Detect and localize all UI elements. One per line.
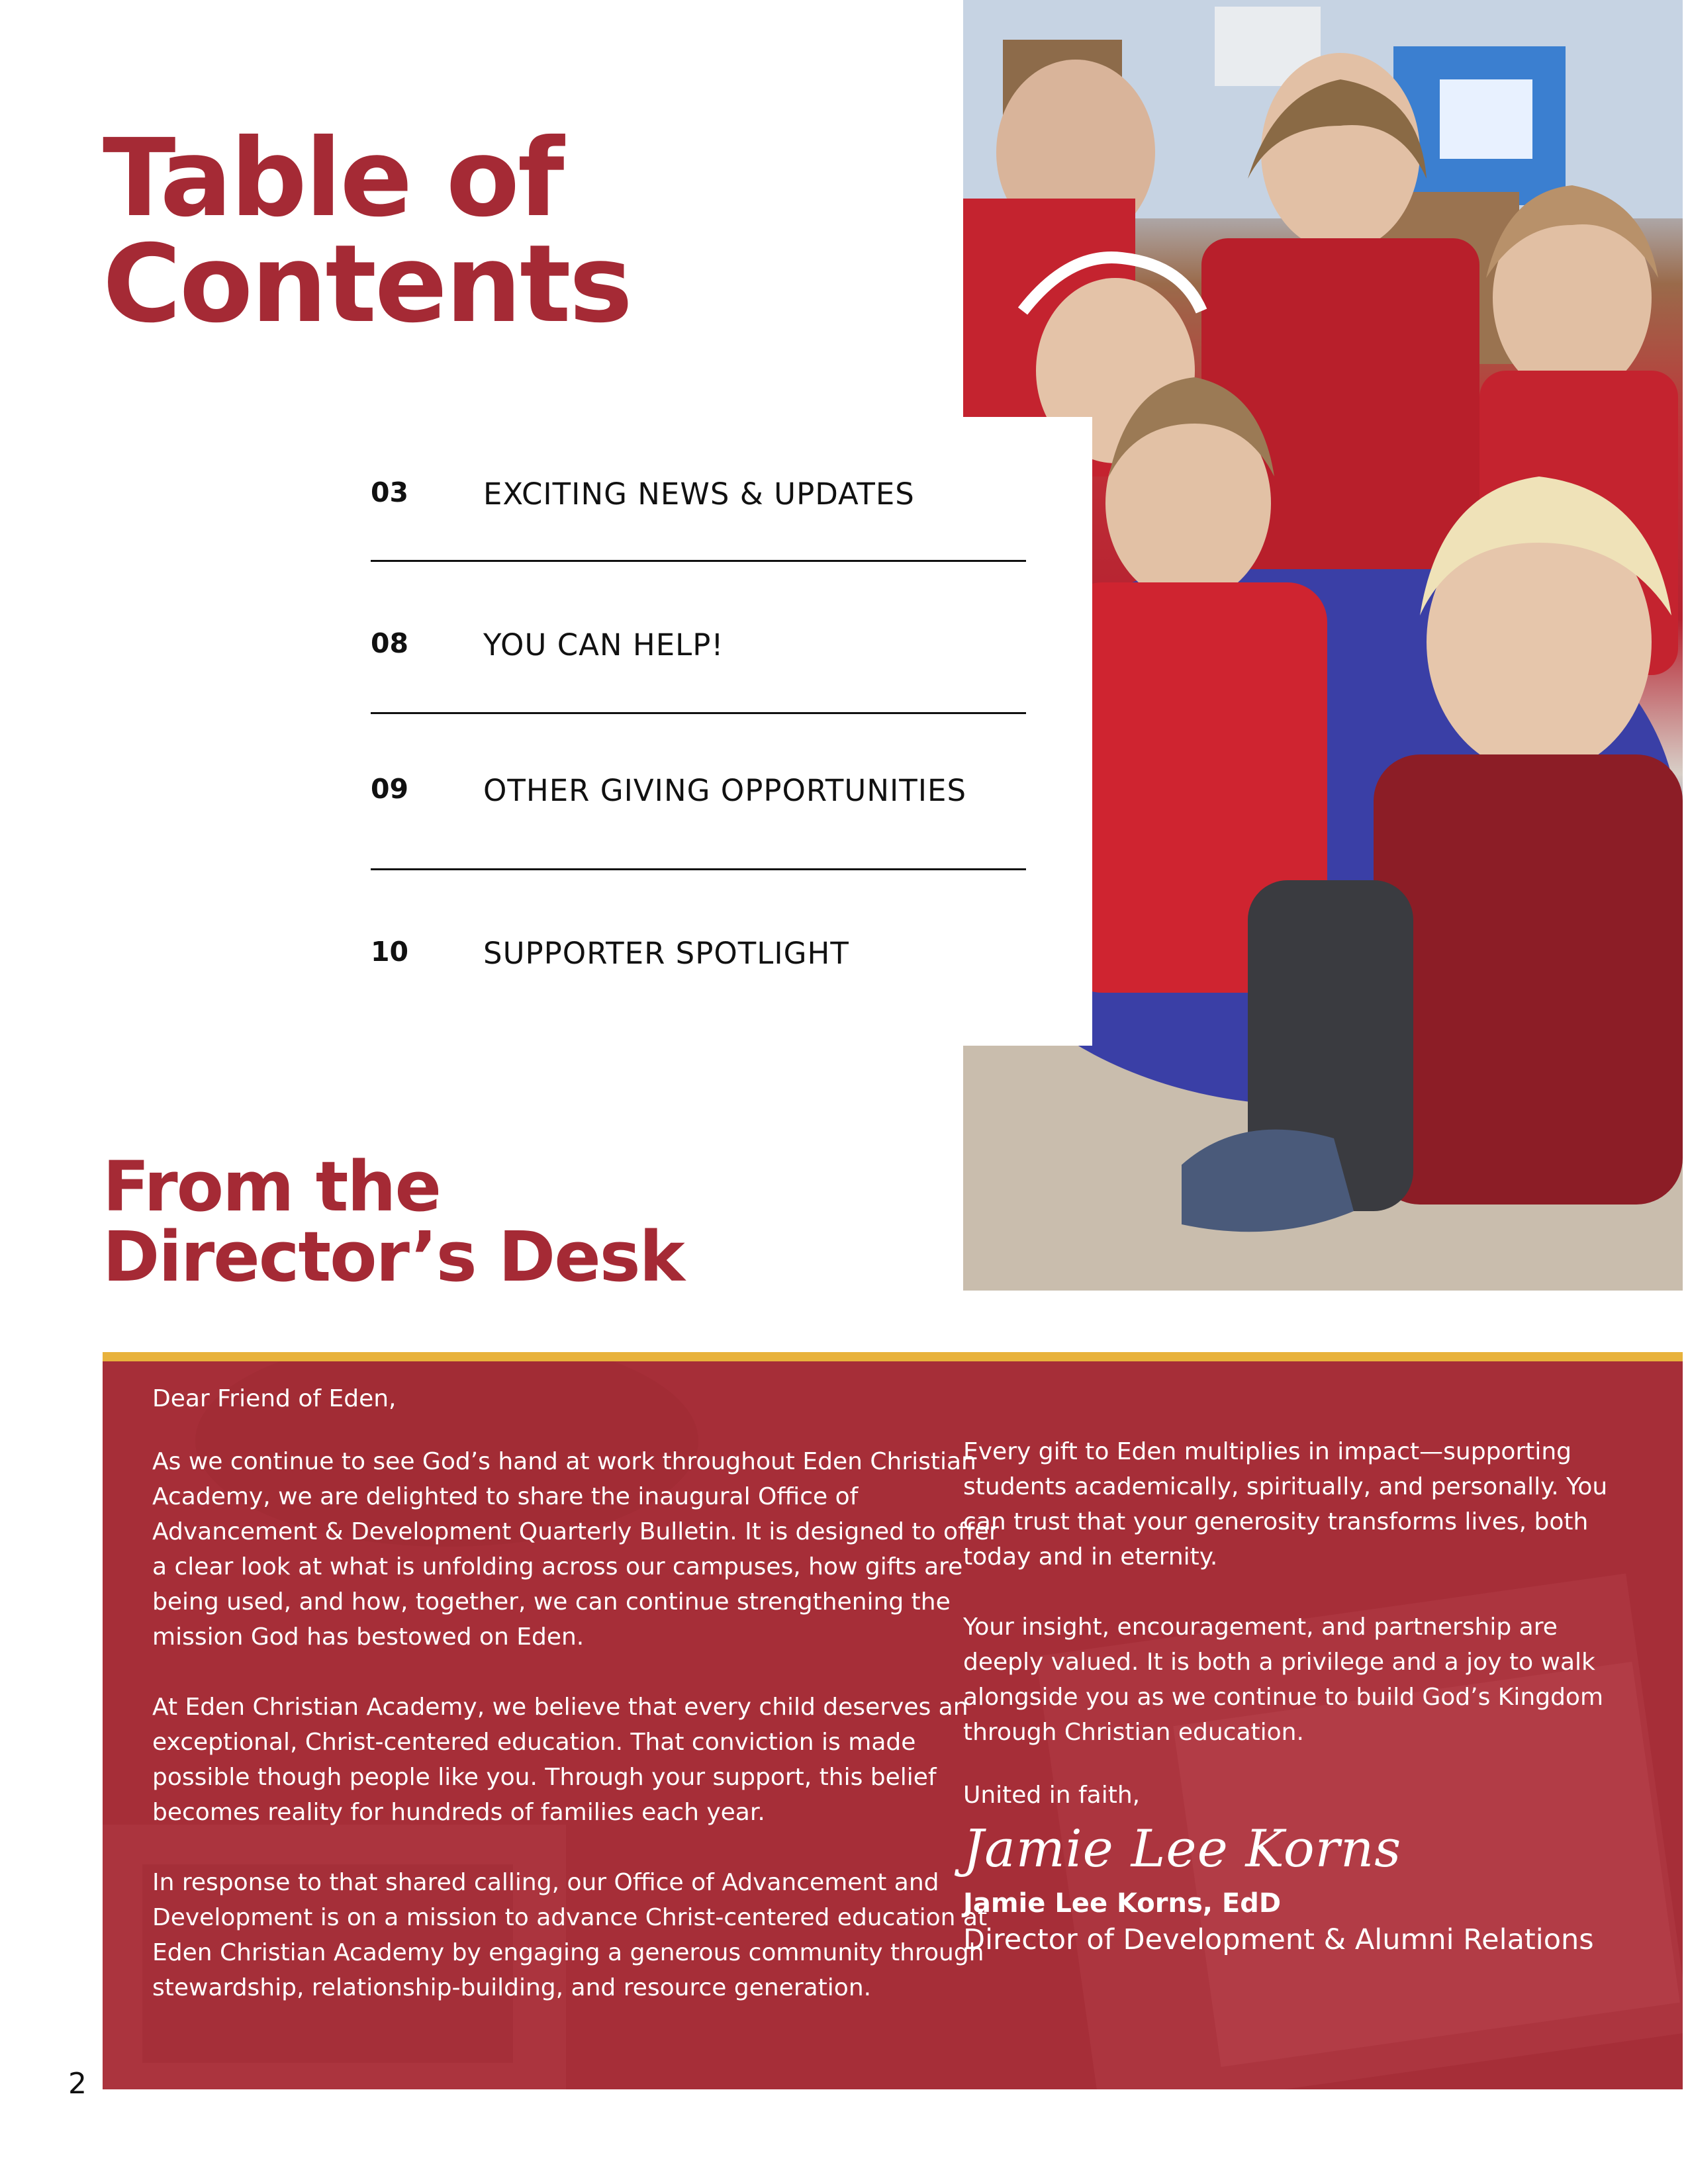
toc-item-number: 08 [371, 627, 409, 659]
director-heading-line2: Director’s Desk [103, 1216, 684, 1297]
signatory-title: Director of Development & Alumni Relations [963, 1923, 1594, 1956]
toc-heading-line1: Table of [103, 116, 563, 241]
toc-item-number: 10 [371, 936, 409, 968]
toc-item-label: OTHER GIVING OPPORTUNITIES [483, 773, 967, 808]
toc-heading [103, 116, 897, 347]
letter-paragraph: In response to that shared calling, our Office of Advancement and Development is on a mission to advance Christ-centered education at Eden Christian Academy by engaging a generous community through stewardship, relationship-building, and resource generation. [152, 1869, 988, 2001]
letter-paragraph: Every gift to Eden multiplies in impact—supporting students academically, spiritually, and personally. You can trust that your generosity transforms lives, both today and in eternity. [963, 1438, 1608, 1570]
letter-paragraph: At Eden Christian Academy, we believe that every child deserves an exceptional, Christ-centered education. That conviction is made possible though people like you. Through your support, this belief becomes reality for hundreds of families each year. [152, 1694, 968, 1826]
toc-item-number: 09 [371, 773, 409, 805]
director-letter-panel [103, 1361, 1683, 2089]
toc-item-number: 03 [371, 477, 409, 508]
toc-divider [371, 868, 1026, 870]
toc-list [311, 417, 1092, 1046]
toc-item-label: YOU CAN HELP! [483, 627, 724, 662]
letter-left-column [152, 1381, 1013, 2005]
letter-right-column [963, 1434, 1625, 1958]
page-number: 2 [68, 2067, 87, 2101]
toc-item-label: SUPPORTER SPOTLIGHT [483, 936, 849, 971]
signature: Jamie Lee Korns [963, 1819, 1402, 1879]
letter-paragraph: Your insight, encouragement, and partnership are deeply valued. It is both a privilege and a joy to walk alongside you as we continue to build God’s Kingdom through Christian education. [963, 1614, 1604, 1746]
toc-item-label: EXCITING NEWS & UPDATES [483, 477, 915, 512]
toc-divider [371, 712, 1026, 714]
letter-paragraph: As we continue to see God’s hand at work throughout Eden Christian Academy, we are delighted to share the inaugural Office of Advancement & Development Quarterly Bulletin. It is designed to offer a clear look at what is unfolding across our campuses, how gifts are being used, and how, together, we can continue strengthening the mission God has bestowed on Eden. [152, 1448, 999, 1651]
toc-divider [371, 560, 1026, 562]
signatory-name: Jamie Lee Korns, EdD [963, 1888, 1282, 1919]
gold-accent-bar [103, 1352, 1683, 1361]
letter-greeting: Dear Friend of Eden, [152, 1385, 397, 1412]
director-heading-line1: From the [103, 1146, 440, 1227]
letter-closing: United in faith, [963, 1782, 1141, 1809]
toc-heading-line2: Contents [103, 222, 632, 347]
director-heading [103, 1146, 963, 1297]
